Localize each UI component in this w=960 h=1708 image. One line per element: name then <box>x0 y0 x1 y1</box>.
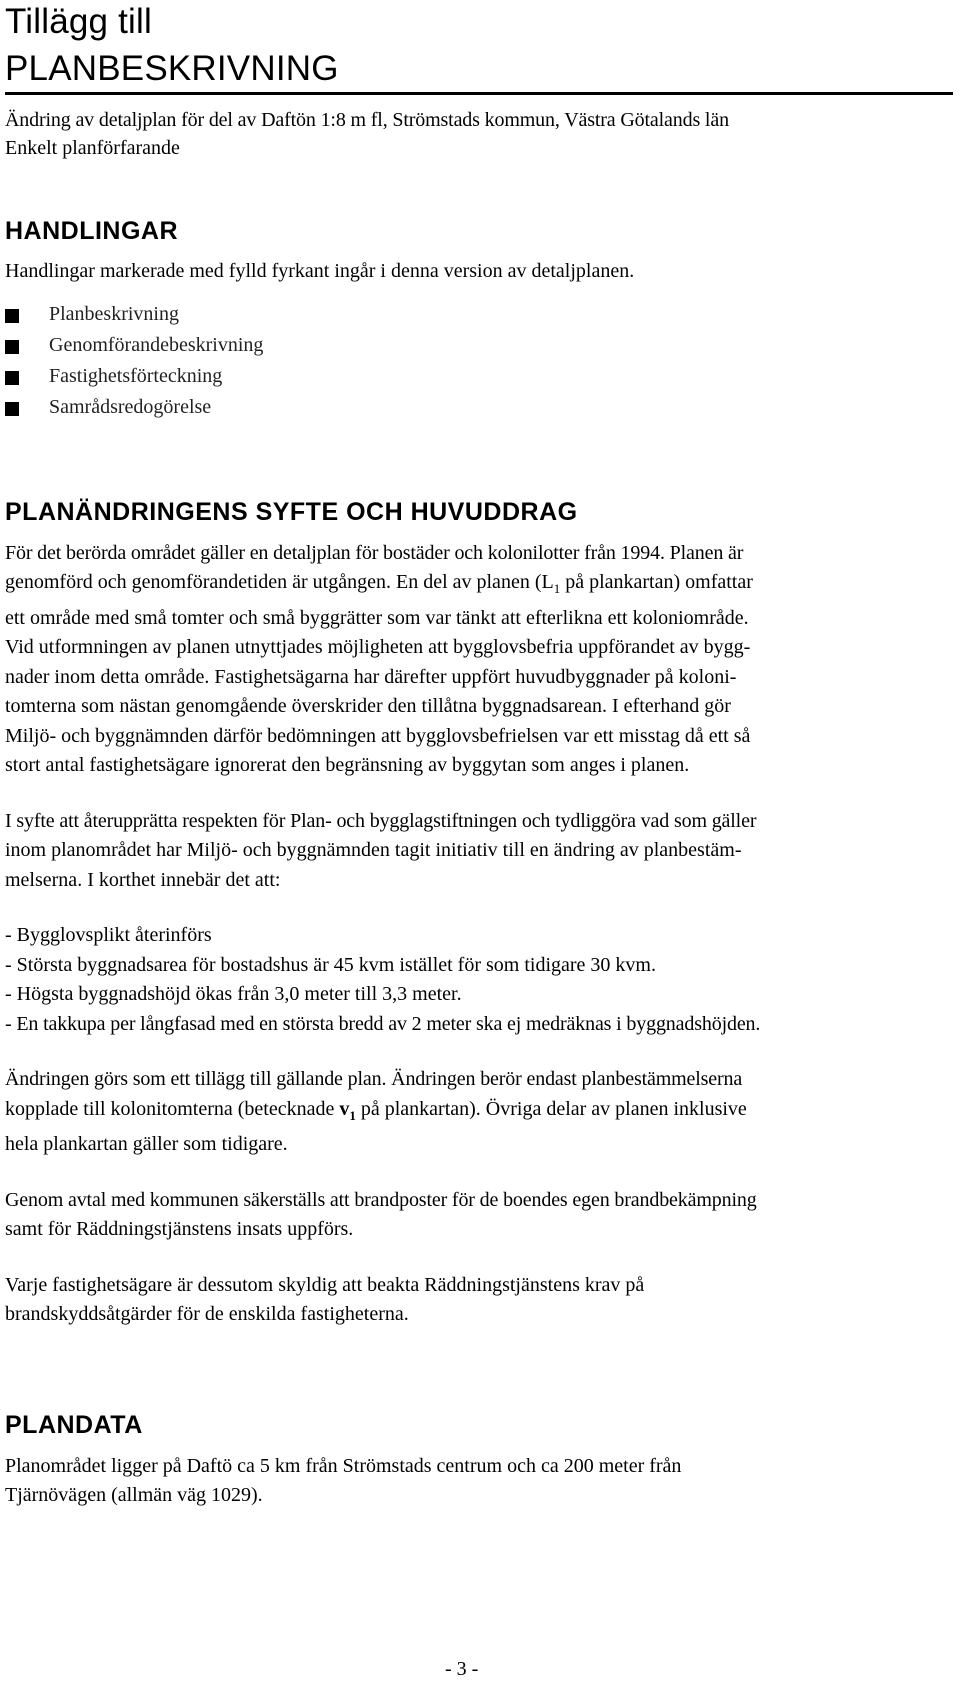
text-line: Genom avtal med kommunen säkerställs att brandposter för de boendes egen brandbekämpning <box>5 1188 757 1211</box>
syfte-heading: PLANÄNDRINGENS SYFTE OCH HUVUDDRAG <box>5 497 578 526</box>
text-line: Tjärnövägen (allmän väg 1029). <box>5 1484 263 1506</box>
document-page <box>5 0 953 1511</box>
title-divider <box>5 92 953 95</box>
document-subtitle <box>5 106 953 162</box>
text-line: Varje fastighetsägare är dessutom skyldig att beakta Räddningstjänstens krav på <box>5 1273 645 1296</box>
text-line: samt för Räddningstjänstens insats uppförs. <box>5 1218 354 1240</box>
list-item: Fastighetsförteckning <box>5 361 953 392</box>
text-line: Miljö- och byggnämnden därför bedömningen att bygglovsbefrielsen var ett misstag då ett så <box>5 724 751 747</box>
list-item: - Högsta byggnadshöjd ökas från 3,0 meter till 3,3 meter. <box>5 983 462 1005</box>
handlingar-heading: HANDLINGAR <box>5 217 179 245</box>
list-item: Genomförandebeskrivning <box>5 330 953 361</box>
text-line: kopplade till kolonitomterna (betecknade $v_1$ på plankartan). Övriga delar av planen inklusive <box>5 1097 747 1123</box>
list-item: - En takkupa per långfasad med en största bredd av 2 meter ska ej medräknas i byggnadshöjden. <box>5 1012 761 1035</box>
text-line: stort antal fastighetsägare ignorerat den begränsning av byggytan som anges i planen. <box>5 754 690 776</box>
syfte-paragraph-4 <box>5 1186 953 1245</box>
subtitle-line-2: Enkelt planförfarande <box>5 137 180 159</box>
plandata-heading: PLANDATA <box>5 1410 143 1439</box>
list-item: - Bygglovsplikt återinförs <box>5 924 212 946</box>
list-item: Samrådsredogörelse <box>5 392 953 423</box>
syfte-paragraph-5 <box>5 1271 953 1330</box>
plandata-paragraph <box>5 1452 953 1511</box>
text-line: hela plankartan gäller som tidigare. <box>5 1133 288 1155</box>
text-line: Planområdet ligger på Daftö ca 5 km från Strömstads centrum och ca 200 meter från <box>5 1454 682 1477</box>
document-list <box>5 299 953 423</box>
text-line: inom planområdet har Miljö- och byggnämnden tagit initiativ till en ändring av planbestäm- <box>5 839 742 861</box>
handlingar-intro: Handlingar markerade med fylld fyrkant ingår i denna version av detaljplanen. <box>5 260 635 282</box>
text-line: ett område med små tomter och små byggrätter som var tänkt att efterlikna ett koloniområde. <box>5 606 749 629</box>
filled-square-icon <box>5 402 19 416</box>
filled-square-icon <box>5 371 19 385</box>
text-line: brandskyddsåtgärder för de enskilda fastigheterna. <box>5 1303 409 1325</box>
title-line-1: Tillägg till <box>5 2 152 41</box>
text-line: Vid utformningen av planen utnyttjades möjligheten att bygglovsbefria uppförandet av bygg- <box>5 636 751 658</box>
text-line: I syfte att återupprätta respekten för Plan- och bygglagstiftningen och tydliggöra vad som gäller <box>5 809 757 832</box>
list-item: - Största byggnadsarea för bostadshus är 45 kvm istället för som tidigare 30 kvm. <box>5 953 656 976</box>
document-title <box>5 0 953 89</box>
change-list <box>5 921 953 1039</box>
filled-square-icon <box>5 309 19 323</box>
text-line: nader inom detta område. Fastighetsägarna har därefter uppfört huvudbyggnader på koloni- <box>5 665 737 688</box>
text-line: tomterna som nästan genomgående överskrider den tillåtna byggnadsarean. I efterhand gör <box>5 695 731 717</box>
text-line: För det berörda området gäller en detaljplan för bostäder och kolonilotter från 1994. Planen är <box>5 541 744 564</box>
title-line-2: PLANBESKRIVNING <box>5 49 339 88</box>
filled-square-icon <box>5 340 19 354</box>
list-item: Planbeskrivning <box>5 299 953 330</box>
syfte-paragraph-2 <box>5 807 953 896</box>
page-number: - 3 - <box>445 1658 479 1680</box>
syfte-paragraph-3 <box>5 1065 953 1160</box>
syfte-paragraph-1 <box>5 539 953 781</box>
text-line: melserna. I korthet innebär det att: <box>5 868 281 891</box>
subtitle-line-1: Ändring av detaljplan för del av Daftön 1:8 m fl, Strömstads kommun, Västra Götalands län <box>5 109 729 131</box>
text-line: genomförd och genomförandetiden är utgången. En del av planen ($L_1$ på plankartan) omfattar <box>5 571 753 596</box>
text-line: Ändringen görs som ett tillägg till gällande plan. Ändringen berör endast planbestämmelserna <box>5 1068 743 1090</box>
